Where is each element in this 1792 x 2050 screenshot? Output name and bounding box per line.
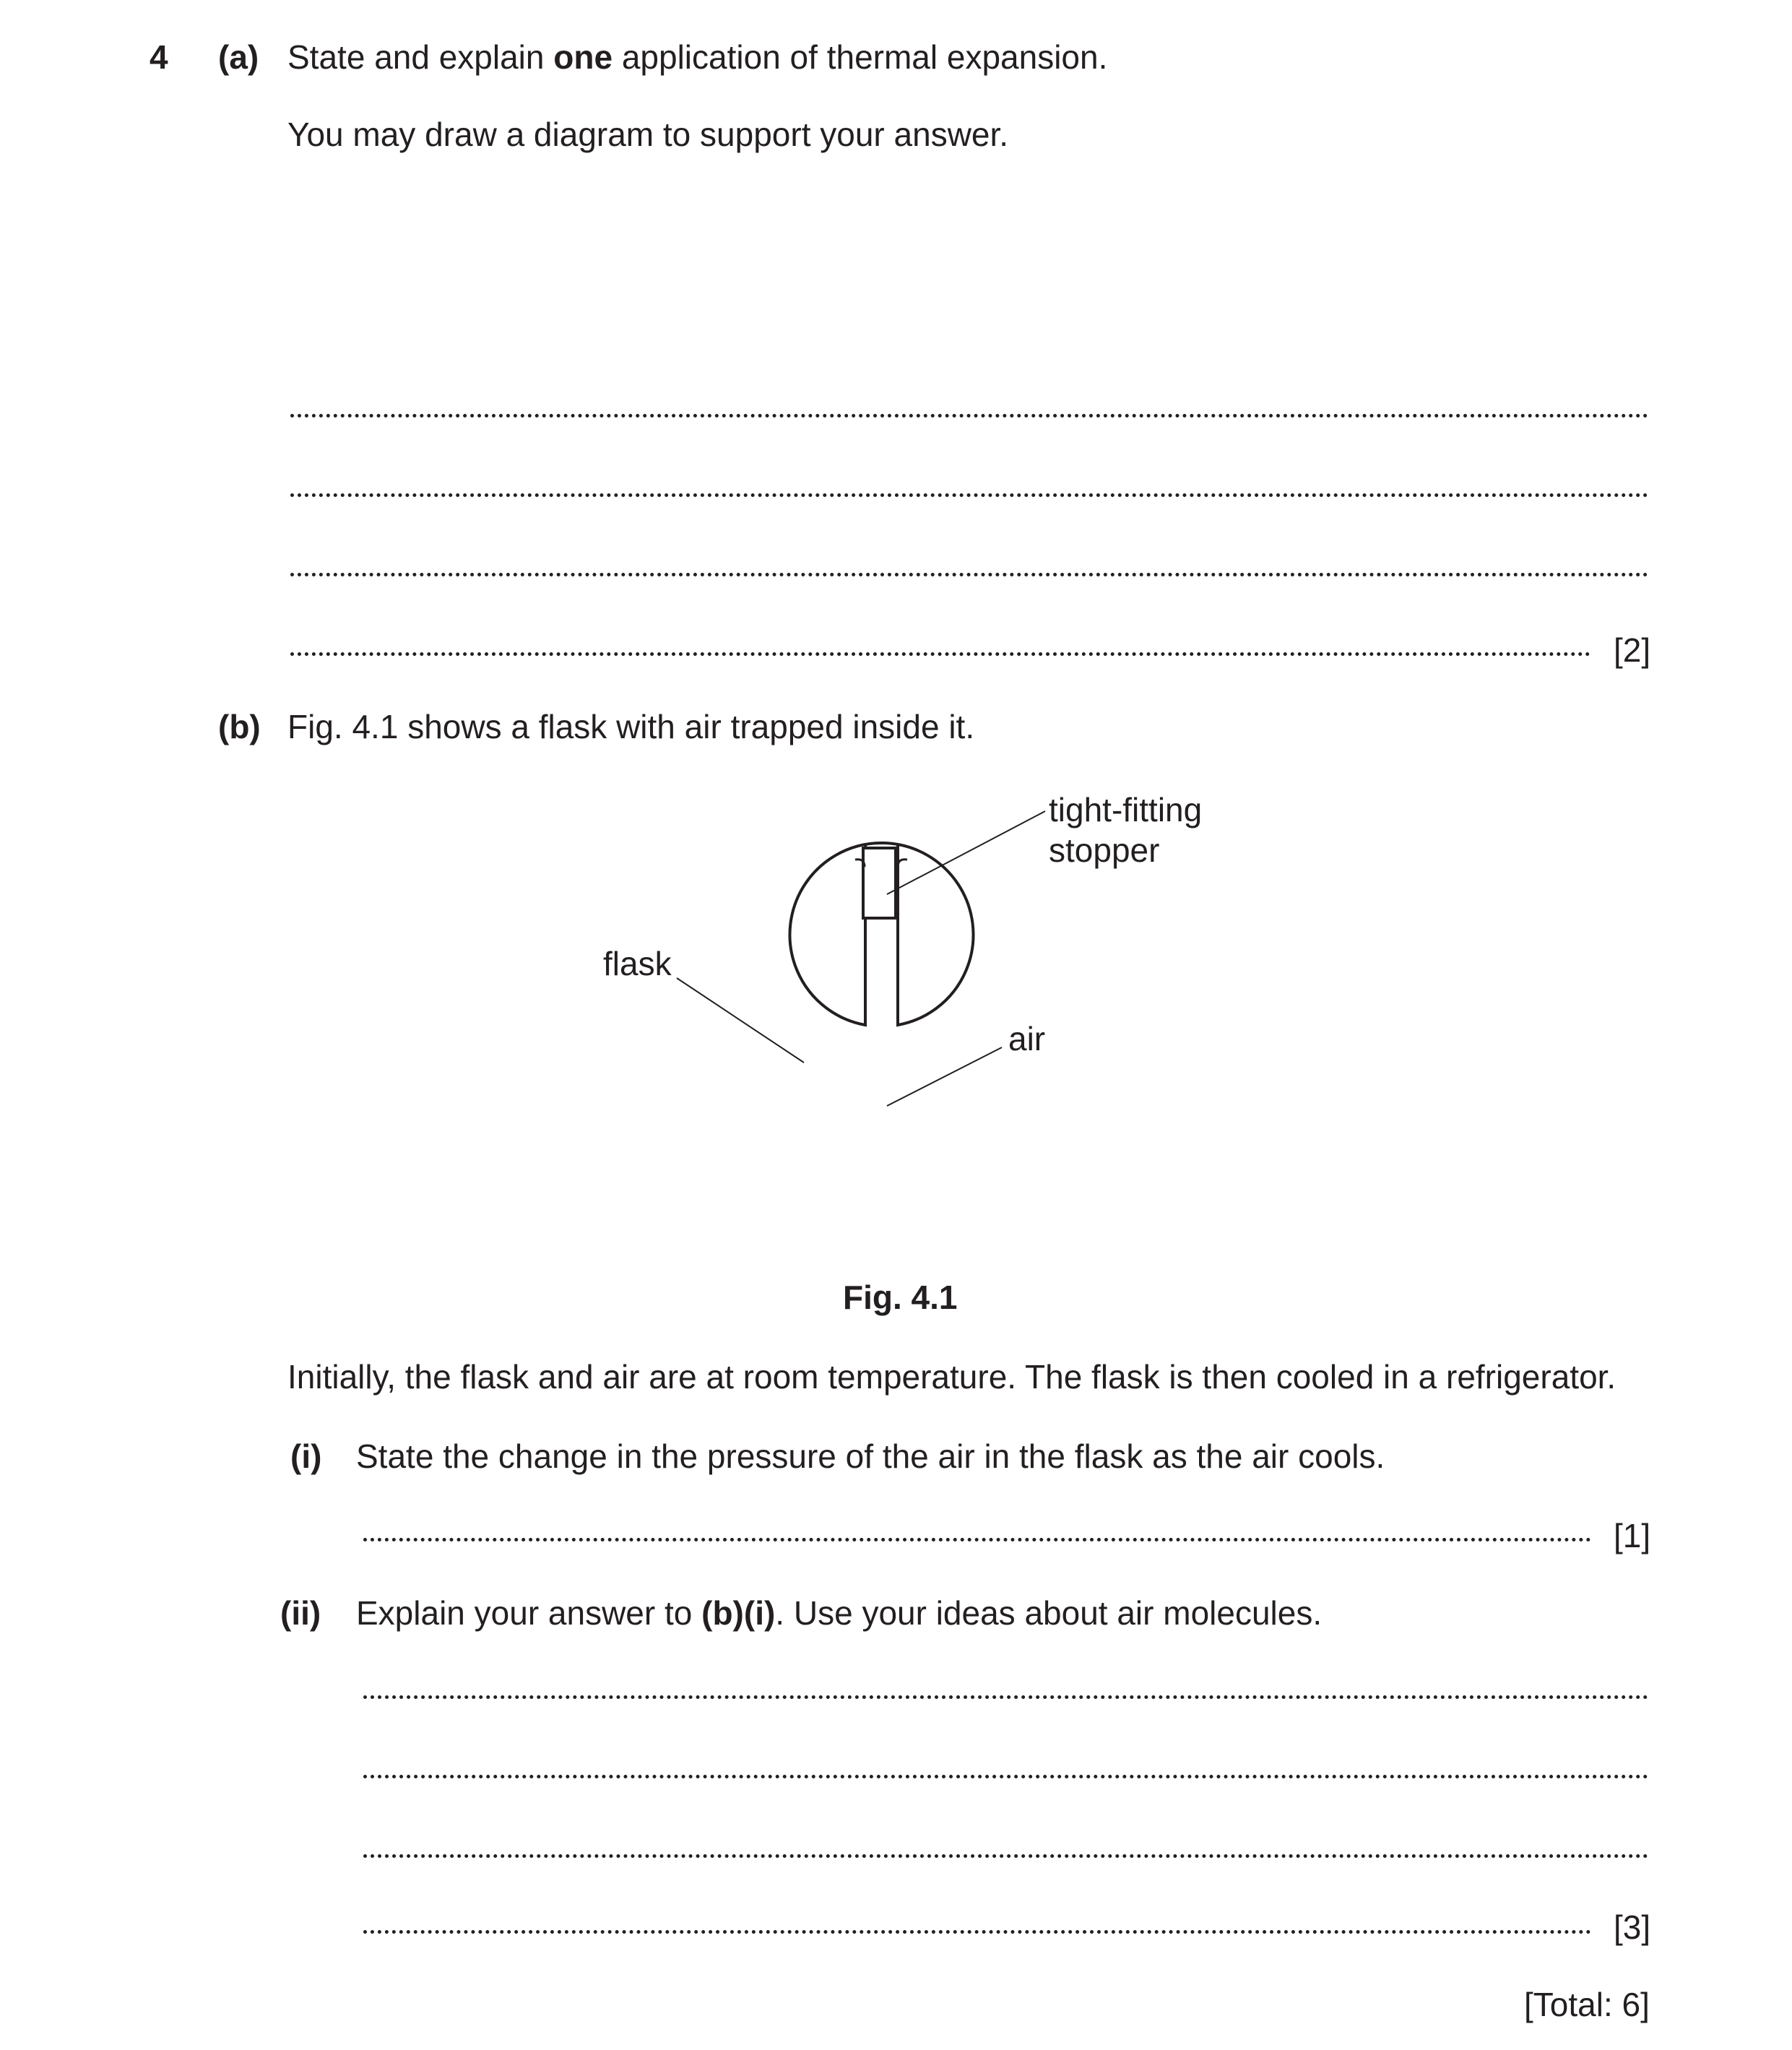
sub-ii-prompt-pre: Explain your answer to — [356, 1594, 702, 1632]
stopper-leader — [887, 811, 1045, 894]
part-a-label: (a) — [218, 38, 259, 76]
answer-line-b-ii-2[interactable] — [363, 1775, 1648, 1778]
part-a-marks: [2] — [1614, 631, 1651, 669]
total-marks: [Total: 6] — [1524, 1986, 1650, 2023]
part-a-prompt-pre: State and explain — [287, 38, 554, 76]
part-b-label: (b) — [218, 708, 261, 745]
stopper — [863, 848, 896, 918]
sub-ii-prompt-post: . Use your ideas about air molecules. — [775, 1594, 1323, 1632]
air-leader — [887, 1047, 1002, 1106]
sub-i-prompt: State the change in the pressure of the air in the flask as the air cools. — [356, 1437, 1385, 1475]
part-a-prompt-post: application of thermal expansion. — [613, 38, 1108, 76]
sub-i-label: (i) — [290, 1437, 322, 1475]
question-number: 4 — [150, 38, 168, 76]
part-b-context: Initially, the flask and air are at room temperature. The flask is then cooled in a refrigerator. — [287, 1358, 1616, 1396]
flask-leader — [677, 978, 804, 1063]
answer-line-b-ii-3[interactable] — [363, 1854, 1648, 1858]
label-stopper-line2: stopper — [1049, 831, 1160, 869]
answer-line-b-i[interactable] — [363, 1538, 1591, 1541]
part-a-prompt-bold: one — [553, 38, 613, 76]
sub-i-marks: [1] — [1614, 1517, 1651, 1554]
sub-ii-prompt-bold: (b)(i) — [701, 1594, 776, 1632]
sub-ii-marks: [3] — [1614, 1908, 1651, 1946]
answer-line-b-ii-4[interactable] — [363, 1930, 1591, 1934]
part-a-note: You may draw a diagram to support your answer. — [287, 116, 1009, 153]
label-stopper-line1: tight-fitting — [1049, 791, 1203, 829]
sub-ii-prompt — [356, 1596, 1322, 1630]
figure-caption: Fig. 4.1 — [843, 1279, 958, 1316]
label-air: air — [1008, 1020, 1046, 1058]
answer-line-b-ii-1[interactable] — [363, 1695, 1648, 1699]
sub-ii-label: (ii) — [280, 1594, 321, 1632]
label-flask: flask — [603, 945, 672, 982]
part-b-intro: Fig. 4.1 shows a flask with air trapped inside it. — [287, 708, 975, 745]
